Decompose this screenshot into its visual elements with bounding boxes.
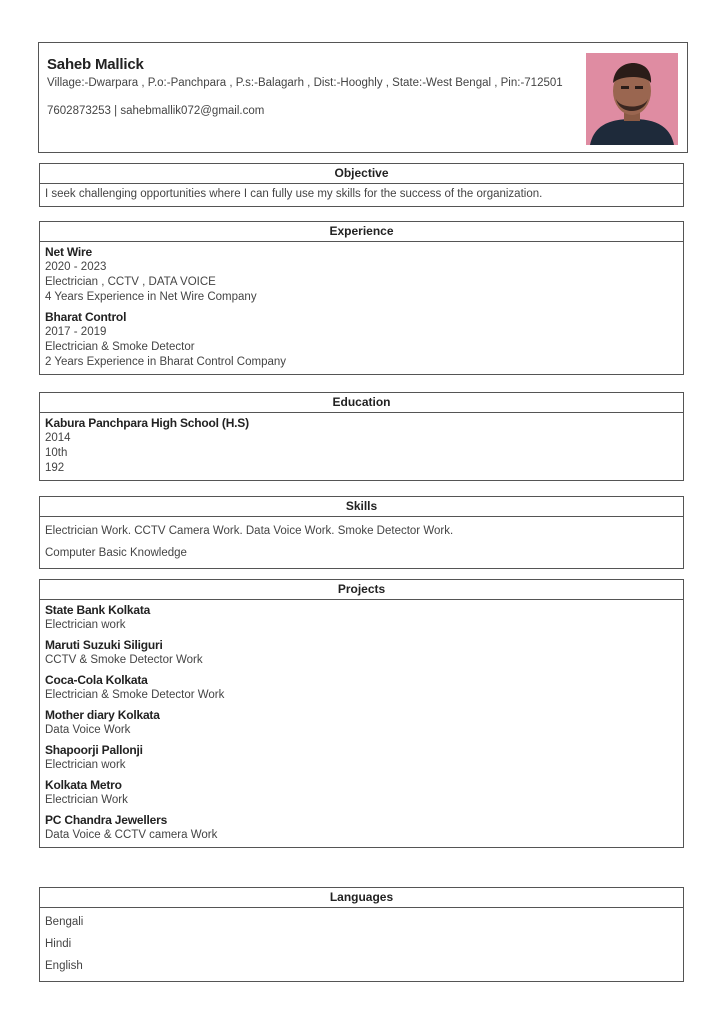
project-desc: Electrician work — [45, 619, 126, 631]
project-name: Mother diary Kolkata — [45, 708, 160, 722]
project-name: Kolkata Metro — [45, 778, 122, 792]
skills-section — [39, 496, 684, 569]
objective-text: I seek challenging opportunities where I can fully use my skills for the success of the organization. — [45, 188, 543, 200]
project-desc: CCTV & Smoke Detector Work — [45, 654, 203, 666]
project-item — [45, 743, 678, 773]
experience-summary: 4 Years Experience in Net Wire Company — [45, 291, 257, 303]
language-item: Hindi — [45, 938, 72, 950]
experience-role: Electrician , CCTV , DATA VOICE — [45, 276, 216, 288]
experience-company: Net Wire — [45, 245, 92, 259]
projects-title: Projects — [40, 580, 683, 600]
education-title: Education — [40, 393, 683, 413]
project-item — [45, 673, 678, 703]
education-section — [39, 392, 684, 481]
objective-title: Objective — [40, 164, 683, 184]
project-name: Coca-Cola Kolkata — [45, 673, 148, 687]
education-school: Kabura Panchpara High School (H.S) — [45, 416, 249, 430]
project-item — [45, 778, 678, 808]
experience-role: Electrician & Smoke Detector — [45, 341, 195, 353]
candidate-name: Saheb Mallick — [47, 56, 144, 73]
skills-line: Computer Basic Knowledge — [45, 547, 187, 559]
candidate-address: Village:-Dwarpara , P.o:-Panchpara , P.s:-Balagarh , Dist:-Hooghly , State:-West Bengal , Pin:-712501 — [47, 77, 563, 89]
project-name: Shapoorji Pallonji — [45, 743, 143, 757]
skills-title: Skills — [40, 497, 683, 517]
project-desc: Electrician work — [45, 759, 126, 771]
project-name: Maruti Suzuki Siliguri — [45, 638, 163, 652]
experience-years: 2020 - 2023 — [45, 261, 107, 273]
experience-item — [45, 310, 678, 370]
experience-summary: 2 Years Experience in Bharat Control Company — [45, 356, 287, 368]
experience-section — [39, 221, 684, 375]
project-name: State Bank Kolkata — [45, 603, 151, 617]
languages-section — [39, 887, 684, 982]
project-desc: Electrician & Smoke Detector Work — [45, 689, 225, 701]
project-item — [45, 708, 678, 738]
education-year: 2014 — [45, 432, 71, 444]
experience-item — [45, 245, 678, 305]
project-desc: Electrician Work — [45, 794, 128, 806]
education-score: 192 — [45, 462, 65, 474]
project-item — [45, 603, 678, 633]
language-item: English — [45, 960, 83, 972]
experience-years: 2017 - 2019 — [45, 326, 107, 338]
project-desc: Data Voice Work — [45, 724, 131, 736]
projects-section — [39, 579, 684, 848]
project-item — [45, 638, 678, 668]
experience-company: Bharat Control — [45, 310, 127, 324]
person-photo-icon — [586, 53, 678, 145]
project-name: PC Chandra Jewellers — [45, 813, 168, 827]
skills-line: Electrician Work. CCTV Camera Work. Data Voice Work. Smoke Detector Work. — [45, 525, 454, 537]
project-desc: Data Voice & CCTV camera Work — [45, 829, 218, 841]
candidate-contact: 7602873253 | sahebmallik072@gmail.com — [47, 105, 265, 117]
experience-title: Experience — [40, 222, 683, 242]
resume-header — [38, 42, 688, 153]
project-item — [45, 813, 678, 843]
education-grade: 10th — [45, 447, 68, 459]
language-item: Bengali — [45, 916, 84, 928]
profile-photo — [586, 53, 678, 145]
languages-title: Languages — [40, 888, 683, 908]
objective-section — [39, 163, 684, 207]
